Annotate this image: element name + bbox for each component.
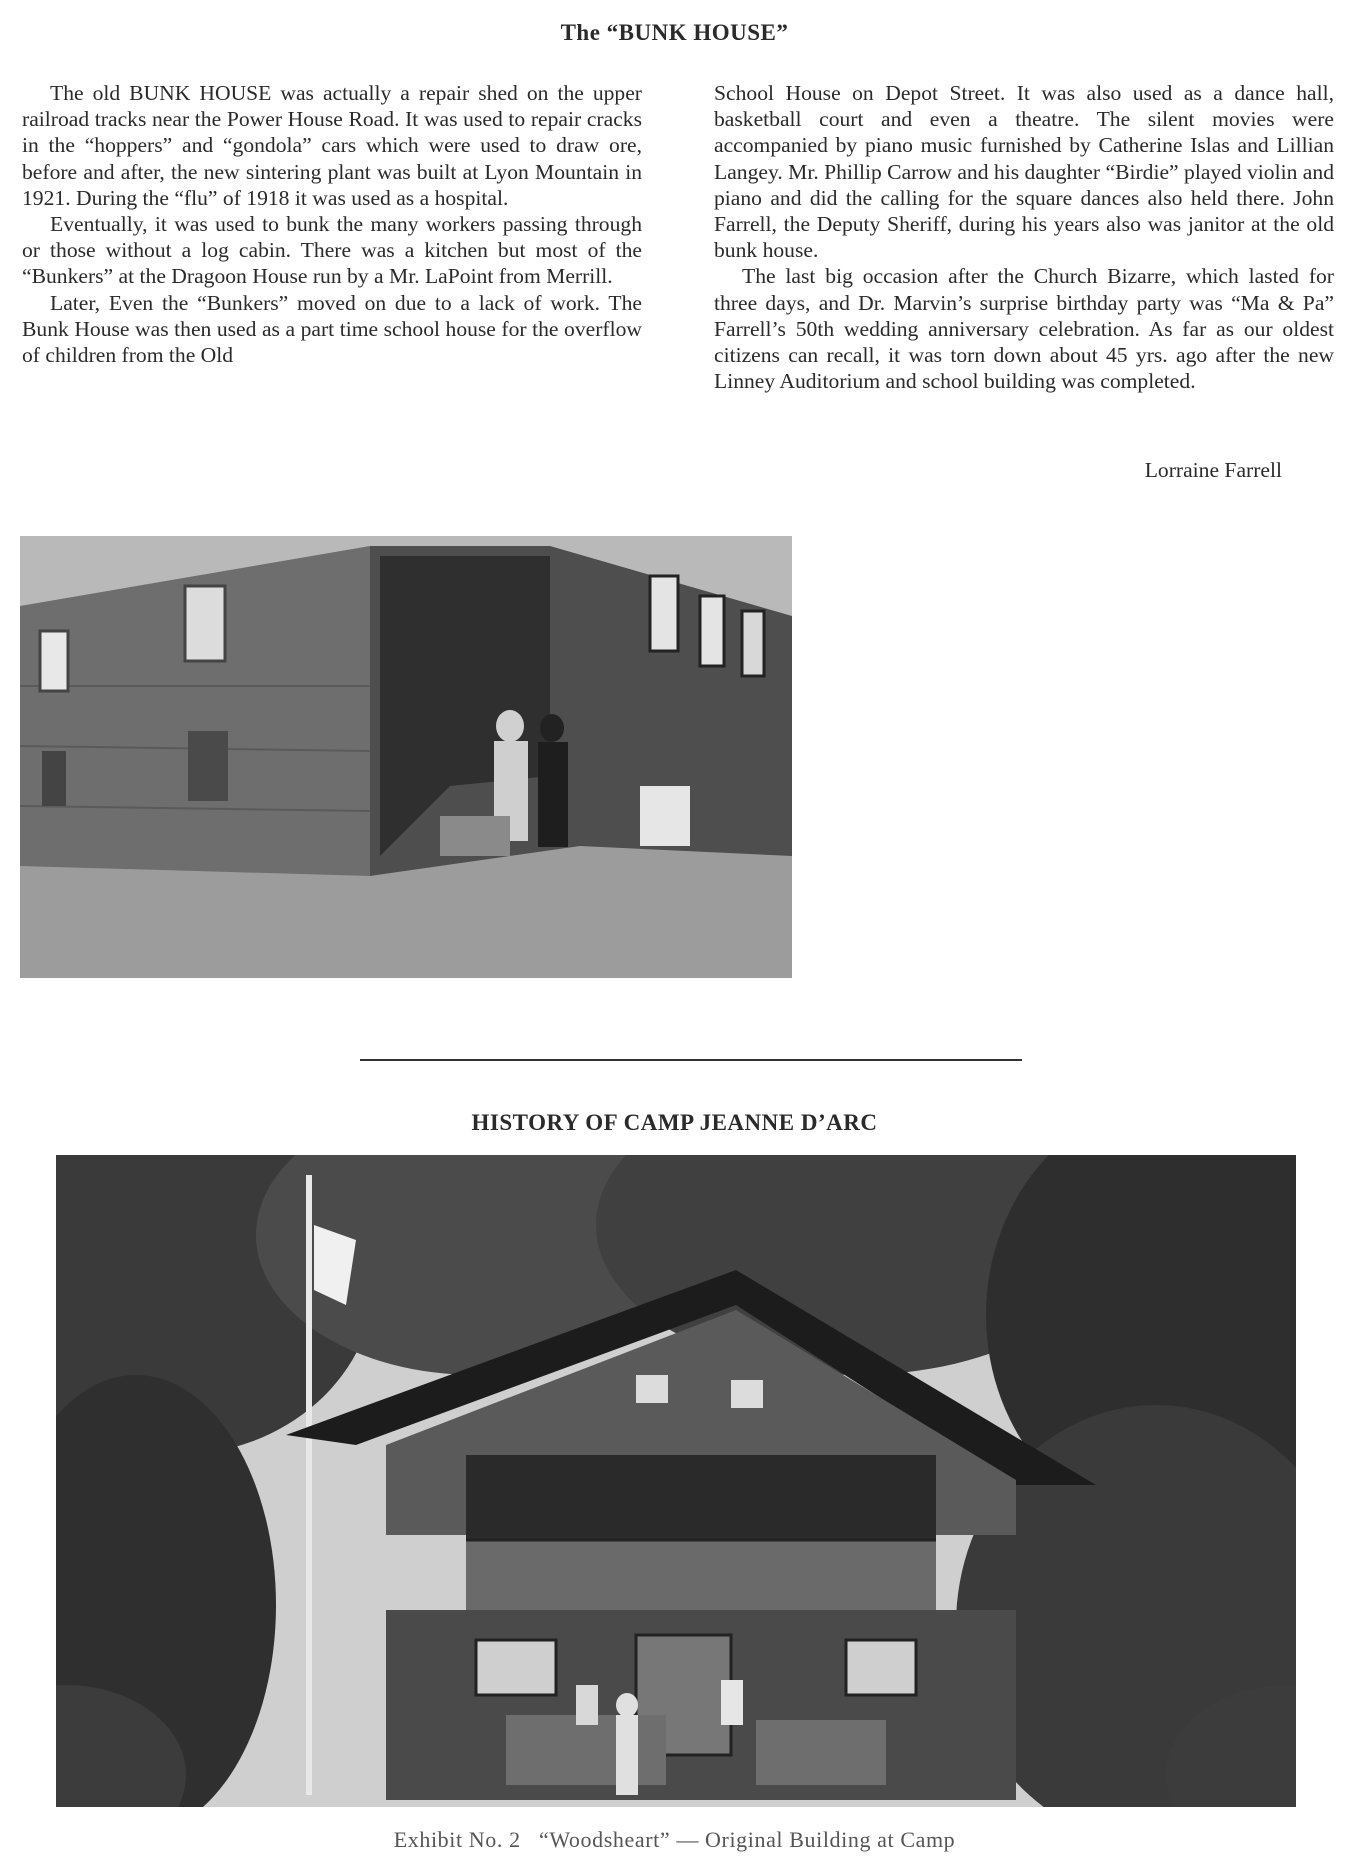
photo-caption: Exhibit No. 2 “Woodsheart” — Original Building at Camp — [393, 1827, 956, 1852]
author-signature: Lorraine Farrell — [1144, 458, 1282, 482]
article-title: The “BUNK HOUSE” — [560, 20, 789, 45]
paragraph: Eventually, it was used to bunk the many workers passing through or those without a log cabin. There was a kitchen but most of the “Bunkers” at the Dragoon House run by a Mr. LaPoint from Merrill. — [22, 212, 642, 289]
paragraph: The old BUNK HOUSE was actually a repair shed on the upper railroad tracks near the Power House Road. It was used to repair cracks in the “hoppers” and “gondola” cars which were used to draw ore, before and after, the new sintering plant was built at Lyon Mountain in 1921. During the “flu” of 1918 it was used as a hospital. — [22, 81, 642, 210]
camp-building-photo — [56, 1155, 1296, 1807]
paragraph: School House on Depot Street. It was also used as a dance hall, basketball court and even a theatre. The silent movies were accompanied by piano music furnished by Catherine Islas and Lillian Langey. Mr. Phillip Carrow and his daughter “Birdie” played violin and piano and did the calling for the square dances also held there. John Farrell, the Deputy Sheriff, during his years also was janitor at the old bunk house. — [714, 81, 1334, 263]
section-title: HISTORY OF CAMP JEANNE D’ARC — [471, 1110, 878, 1135]
article-left-column — [22, 80, 642, 368]
section-divider — [360, 1059, 1022, 1061]
paragraph: The last big occasion after the Church Bizarre, which lasted for three days, and Dr. Marvin’s surprise birthday party was “Ma & Pa” Farrell’s 50th wedding anniversary celebration. As far as our oldest citizens can recall, it was torn down about 45 yrs. ago after the new Linney Auditorium and school building was completed. — [714, 264, 1334, 394]
article-right-column — [714, 80, 1334, 394]
bunk-house-photo — [20, 536, 792, 978]
paragraph: Later, Even the “Bunkers” moved on due to a lack of work. The Bunk House was then used as a part time school house for the overflow of children from the Old — [22, 290, 642, 368]
